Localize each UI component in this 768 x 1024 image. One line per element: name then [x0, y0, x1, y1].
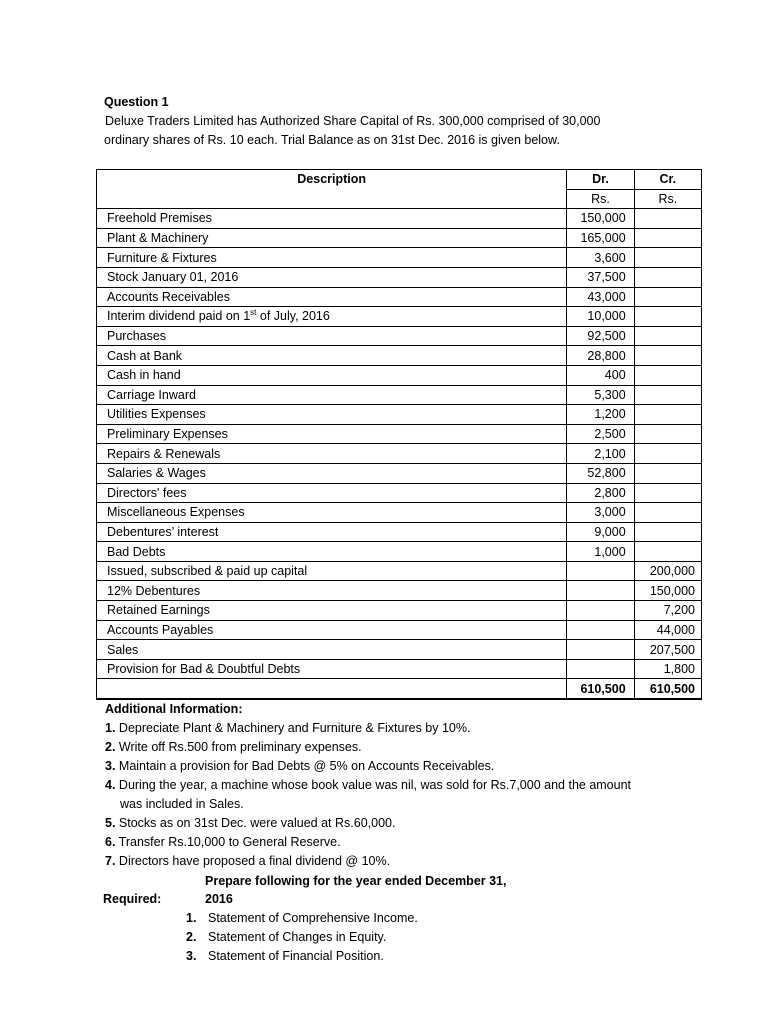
item-text: Statement of Comprehensive Income.	[208, 911, 418, 925]
item-text-continued: was included in Sales.	[120, 797, 244, 811]
table-row	[97, 659, 702, 679]
row-cr: 200,000	[634, 561, 701, 581]
table-row	[97, 542, 702, 562]
additional-info-item	[105, 835, 341, 849]
table-row	[97, 444, 702, 464]
row-description: Cash at Bank	[97, 346, 567, 366]
required-item	[186, 930, 386, 944]
row-cr	[634, 326, 701, 346]
row-description: Purchases	[97, 326, 567, 346]
row-dr: 28,800	[567, 346, 634, 366]
item-text: Write off Rs.500 from preliminary expenses.	[115, 740, 362, 754]
header-dr: Dr.	[567, 170, 634, 190]
required-line-2: 2016	[205, 892, 233, 906]
row-dr	[567, 640, 634, 660]
table-row	[97, 620, 702, 640]
row-description: Directors' fees	[97, 483, 567, 503]
intro-line-1: Deluxe Traders Limited has Authorized Share Capital of Rs. 300,000 comprised of 30,000	[105, 114, 601, 128]
row-description: Debentures’ interest	[97, 522, 567, 542]
item-text: Statement of Changes in Equity.	[208, 930, 387, 944]
row-cr	[634, 209, 701, 229]
required-line-1: Prepare following for the year ended December 31,	[205, 874, 507, 888]
row-description: Salaries & Wages	[97, 463, 567, 483]
row-dr: 400	[567, 365, 634, 385]
row-dr: 3,600	[567, 248, 634, 268]
header-dr-unit: Rs.	[567, 189, 634, 209]
table-row	[97, 248, 702, 268]
row-dr	[567, 659, 634, 679]
row-description: 12% Debentures	[97, 581, 567, 601]
required-item	[186, 949, 384, 963]
table-row	[97, 228, 702, 248]
additional-info-title: Additional Information:	[105, 702, 243, 716]
row-cr	[634, 522, 701, 542]
table-row	[97, 267, 702, 287]
row-description: Miscellaneous Expenses	[97, 503, 567, 523]
table-header-row	[97, 170, 702, 190]
row-description: Repairs & Renewals	[97, 444, 567, 464]
table-row	[97, 365, 702, 385]
row-cr	[634, 405, 701, 425]
row-dr: 3,000	[567, 503, 634, 523]
row-description: Utilities Expenses	[97, 405, 567, 425]
table-row	[97, 287, 702, 307]
table-row	[97, 209, 702, 229]
table-row	[97, 326, 702, 346]
header-description: Description	[97, 170, 567, 209]
row-description: Preliminary Expenses	[97, 424, 567, 444]
row-description: Cash in hand	[97, 365, 567, 385]
row-description: Accounts Receivables	[97, 287, 567, 307]
total-row	[97, 679, 702, 700]
item-text: Stocks as on 31st Dec. were valued at Rs.60,000.	[115, 816, 396, 830]
table-row	[97, 522, 702, 542]
row-dr: 52,800	[567, 463, 634, 483]
item-number: 4.	[105, 778, 116, 792]
item-number: 3.	[186, 949, 197, 963]
row-cr	[634, 444, 701, 464]
table-row	[97, 463, 702, 483]
row-dr: 1,200	[567, 405, 634, 425]
row-dr: 1,000	[567, 542, 634, 562]
row-dr: 165,000	[567, 228, 634, 248]
row-cr: 1,800	[634, 659, 701, 679]
row-cr	[634, 424, 701, 444]
total-label	[97, 679, 567, 700]
item-text: During the year, a machine whose book value was nil, was sold for Rs.7,000 and the amount	[115, 778, 632, 792]
row-cr	[634, 346, 701, 366]
item-text: Maintain a provision for Bad Debts @ 5% on Accounts Receivables.	[115, 759, 495, 773]
row-dr: 150,000	[567, 209, 634, 229]
row-dr	[567, 561, 634, 581]
header-cr: Cr.	[634, 170, 701, 190]
item-number: 2.	[186, 930, 197, 944]
row-cr	[634, 365, 701, 385]
additional-info-item	[105, 816, 395, 830]
row-description: Furniture & Fixtures	[97, 248, 567, 268]
additional-info-item	[105, 854, 390, 868]
item-text: Directors have proposed a final dividend @ 10%.	[115, 854, 391, 868]
row-cr	[634, 483, 701, 503]
row-cr	[634, 385, 701, 405]
intro-line-2: ordinary shares of Rs. 10 each. Trial Balance as on 31st Dec. 2016 is given below.	[104, 133, 560, 147]
row-dr: 92,500	[567, 326, 634, 346]
required-label: Required:	[103, 892, 162, 906]
row-dr: 2,500	[567, 424, 634, 444]
row-cr: 150,000	[634, 581, 701, 601]
table-row	[97, 307, 702, 327]
total-cr: 610,500	[634, 679, 701, 700]
additional-info-item	[105, 721, 470, 735]
row-description: Sales	[97, 640, 567, 660]
row-description: Carriage Inward	[97, 385, 567, 405]
row-cr	[634, 248, 701, 268]
item-number: 1.	[186, 911, 197, 925]
table-row	[97, 581, 702, 601]
table-row	[97, 483, 702, 503]
table-row	[97, 346, 702, 366]
question-title: Question 1	[104, 95, 169, 109]
item-number: 3.	[105, 759, 116, 773]
row-cr	[634, 307, 701, 327]
table-row	[97, 405, 702, 425]
item-number: 5.	[105, 816, 116, 830]
item-text: Transfer Rs.10,000 to General Reserve.	[115, 835, 341, 849]
table-row	[97, 385, 702, 405]
row-cr	[634, 228, 701, 248]
row-dr: 5,300	[567, 385, 634, 405]
table-row	[97, 503, 702, 523]
row-dr: 2,100	[567, 444, 634, 464]
row-description: Retained Earnings	[97, 601, 567, 621]
item-number: 7.	[105, 854, 116, 868]
row-cr	[634, 542, 701, 562]
row-description: Bad Debts	[97, 542, 567, 562]
row-dr: 37,500	[567, 267, 634, 287]
item-number: 1.	[105, 721, 116, 735]
row-description: Provision for Bad & Doubtful Debts	[97, 659, 567, 679]
table-row	[97, 561, 702, 581]
row-dr: 43,000	[567, 287, 634, 307]
row-description: Interim dividend paid on 1st of July, 2016	[97, 307, 567, 327]
header-cr-unit: Rs.	[634, 189, 701, 209]
row-description: Issued, subscribed & paid up capital	[97, 561, 567, 581]
row-dr: 9,000	[567, 522, 634, 542]
row-cr	[634, 287, 701, 307]
row-description: Stock January 01, 2016	[97, 267, 567, 287]
row-dr: 2,800	[567, 483, 634, 503]
additional-info-item	[105, 759, 494, 773]
row-cr: 207,500	[634, 640, 701, 660]
item-number: 6.	[105, 835, 116, 849]
row-cr: 7,200	[634, 601, 701, 621]
required-item	[186, 911, 418, 925]
row-description: Freehold Premises	[97, 209, 567, 229]
row-dr	[567, 601, 634, 621]
trial-balance-table	[96, 169, 702, 700]
table-row	[97, 640, 702, 660]
item-number: 2.	[105, 740, 116, 754]
row-description: Plant & Machinery	[97, 228, 567, 248]
row-cr: 44,000	[634, 620, 701, 640]
row-description: Accounts Payables	[97, 620, 567, 640]
row-dr	[567, 581, 634, 601]
item-text: Depreciate Plant & Machinery and Furniture & Fixtures by 10%.	[115, 721, 471, 735]
row-dr: 10,000	[567, 307, 634, 327]
row-cr	[634, 463, 701, 483]
row-dr	[567, 620, 634, 640]
row-cr	[634, 503, 701, 523]
table-row	[97, 424, 702, 444]
total-dr: 610,500	[567, 679, 634, 700]
item-text: Statement of Financial Position.	[208, 949, 384, 963]
row-cr	[634, 267, 701, 287]
table-row	[97, 601, 702, 621]
additional-info-item	[105, 778, 631, 792]
additional-info-item	[105, 740, 362, 754]
